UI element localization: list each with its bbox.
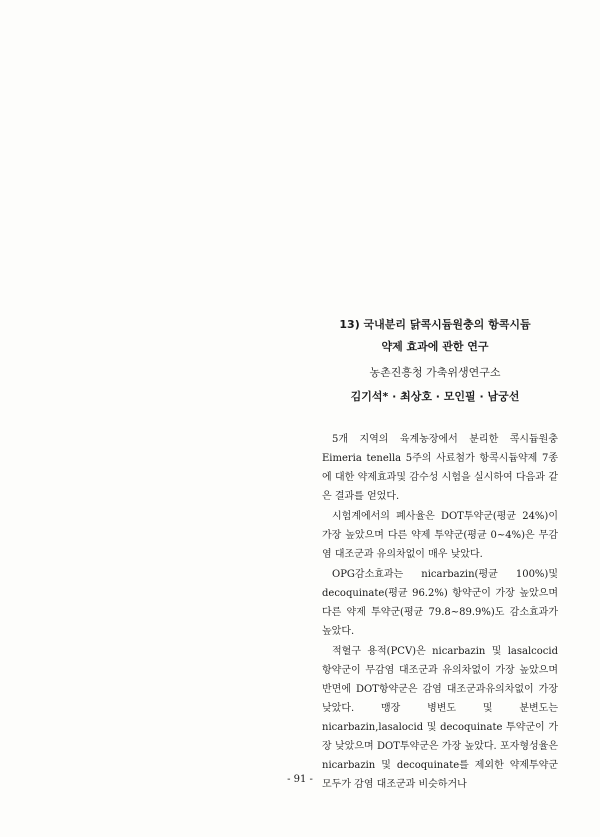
author-list: 김기석* · 최상호 · 모인필 · 남궁선 <box>350 390 520 403</box>
article-title-line-1: 13) 국내분리 닭콕시듐원충의 항콕시듐 <box>339 318 531 331</box>
paragraph-2: 시험계에서의 폐사율은 DOT투약군(평균 24%)이 가장 높았으며 다른 약제 투약군(평균 0~4%)은 무감염 대조군과 유의차없이 매우 낮았다. <box>322 511 558 560</box>
abstract-body <box>322 430 558 795</box>
article-title-line-2: 약제 효과에 관한 연구 <box>381 340 489 353</box>
paragraph-1: 5개 지역의 육계농장에서 분리한 콕시듐원충 Eimeria tenella 5주의 사료첨가 항콕시듐약제 7종에 대한 약제효과및 감수성 시험을 실시하여 다음과 같은 결과를 얻었다. <box>322 434 558 502</box>
page-number: - 91 - <box>287 774 313 785</box>
paragraph-4: 적혈구 용적(PCV)은 nicarbazin 및 lasalcocid 항약군이 무감염 대조군과 유의차없이 가장 높았으며 반면에 DOT항약군은 감염 대조군과유의차없이 가장 낮았다. 맹장 병변도 및 분변도는 nicarbazin,lasalocid 및 decoquinate 투약군이 가장 낮았으며 DOT투약군은 가장 높았다. 포자형성율은 nicarbazin 및 decoquinate를 제외한 약제투약군 모두가 감염 대조군과 비슷하거나 <box>322 646 558 790</box>
paragraph-3: OPG감소효과는 nicarbazin(평균 100%)및decoquinate(평균 96.2%) 항약군이 가장 높았으며 다른 약제 투약군(평균 79.8~89.9%)도 감소효과가 높았다. <box>322 569 558 637</box>
affiliation: 농촌진흥청 가축위생연구소 <box>369 366 501 379</box>
